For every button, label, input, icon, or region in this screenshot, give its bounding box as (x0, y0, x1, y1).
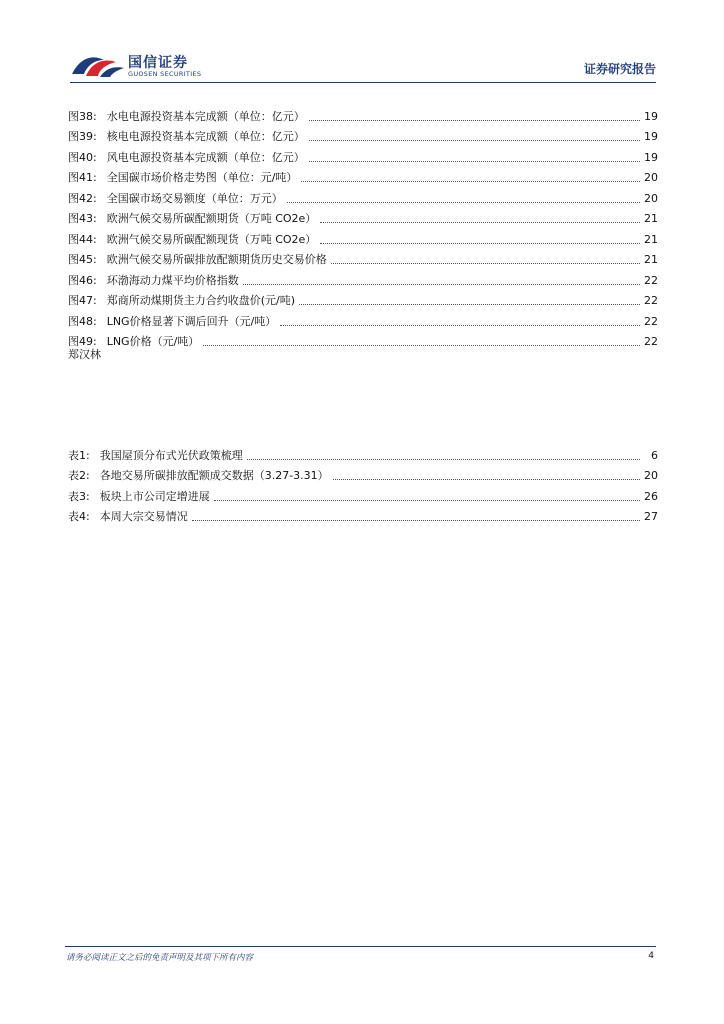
toc-table-entry-label: 表4: (68, 510, 90, 523)
toc-figure-entry-page: 19 (644, 150, 658, 164)
toc-figure-entry-leader (243, 284, 640, 285)
toc-figure-entry-page: 20 (644, 191, 658, 205)
toc-figure-entry-title: 全国碳市场交易额度（单位：万元） (106, 191, 283, 205)
logo-text-en: GUOSEN SECURITIES (128, 70, 202, 78)
toc-figure-entry-title: 欧洲气候交易所碳配额期货（万吨 CO2e） (106, 212, 317, 225)
toc-figure-entry-label: 图48: (68, 314, 97, 328)
toc-figure-entry-leader (331, 263, 640, 264)
figure-toc-list (68, 103, 658, 349)
toc-figure-entry-leader (309, 161, 640, 162)
toc-figure-entry[interactable] (68, 165, 658, 186)
toc-table-entry-leader (214, 500, 640, 501)
toc-figure-entry[interactable] (68, 144, 658, 165)
toc-figure-entry-leader (309, 140, 640, 141)
toc-figure-entry-leader (280, 325, 640, 326)
toc-figure-entry-title: 核电电源投资基本完成额（单位：亿元） (106, 130, 305, 143)
toc-figure-entry-label: 图49: (68, 335, 97, 348)
toc-table-entry-leader (333, 479, 640, 480)
toc-figure-entry-label: 图41: (68, 171, 97, 184)
page-header (0, 0, 724, 90)
toc-figure-entry[interactable] (68, 308, 658, 329)
toc-figure-entry[interactable] (68, 267, 658, 288)
toc-figure-entry-leader (320, 243, 640, 244)
toc-figure-entry-leader (203, 345, 640, 346)
logo-text-cn: 国信证券 (128, 55, 188, 71)
toc-figure-entry-leader (287, 202, 640, 203)
toc-figure-entry-title: LNG价格显著下调后回升（元/吨） (106, 314, 277, 328)
toc-table-entry-leader (247, 459, 640, 460)
toc-figure-entry-leader (309, 120, 640, 121)
report-type: 证券研究报告 (583, 62, 656, 76)
toc-table-entry-leader (192, 520, 640, 521)
footer-divider (65, 946, 656, 947)
toc-table-entry-label: 表3: (68, 489, 90, 503)
toc-figure-entry-page: 22 (644, 314, 658, 328)
toc-figure-entry-leader (320, 222, 640, 223)
toc-table-entry[interactable] (68, 483, 658, 504)
toc-figure-entry-page: 22 (644, 273, 658, 287)
toc-figure-entry-page: 21 (644, 253, 658, 266)
table-toc-list (68, 442, 658, 524)
toc-figure-entry-page: 22 (644, 294, 658, 307)
footer-disclaimer: 请务必阅读正文之后的免责声明及其项下所有内容 (66, 953, 254, 963)
toc-figure-entry-page: 19 (644, 109, 658, 123)
toc-figure-entry-title: 全国碳市场价格走势图（单位：元/吨） (106, 171, 298, 184)
toc-table-entry[interactable] (68, 504, 658, 525)
toc-figure-entry-title: 水电电源投资基本完成额（单位：亿元） (106, 109, 305, 123)
toc-figure-entry[interactable] (68, 185, 658, 206)
toc-figure-entry-title: 欧洲气候交易所碳配额现货（万吨 CO2e） (106, 232, 317, 246)
author-name: 郑汉林 (68, 348, 101, 361)
toc-figure-entry[interactable] (68, 288, 658, 309)
toc-table-entry-title: 各地交易所碳排放配额成交数据（3.27-3.31） (99, 469, 329, 482)
toc-figure-entry-page: 22 (644, 335, 658, 348)
toc-figure-entry-page: 19 (644, 130, 658, 143)
toc-figure-entry-label: 图47: (68, 294, 97, 307)
toc-figure-entry[interactable] (68, 206, 658, 227)
header-divider (70, 82, 656, 83)
toc-figure-entry-page: 20 (644, 171, 658, 184)
toc-figure-entry-label: 图39: (68, 130, 97, 143)
toc-figure-entry[interactable] (68, 103, 658, 124)
toc-figure-entry-label: 图42: (68, 191, 97, 205)
toc-figure-entry-leader (301, 181, 640, 182)
toc-table-entry-page: 27 (644, 510, 658, 523)
toc-figure-entry-leader (299, 304, 640, 305)
toc-figure-entry[interactable] (68, 329, 658, 350)
toc-table-entry-label: 表2: (68, 469, 90, 482)
toc-figure-entry-label: 图45: (68, 253, 97, 266)
toc-table-entry-page: 20 (644, 469, 658, 482)
toc-figure-entry-page: 21 (644, 212, 658, 225)
toc-figure-entry[interactable] (68, 247, 658, 268)
toc-figure-entry-title: 环渤海动力煤平均价格指数 (106, 273, 239, 287)
toc-table-entry[interactable] (68, 463, 658, 484)
toc-table-entry-title: 板块上市公司定增进展 (99, 489, 210, 503)
guosen-logo-icon (70, 50, 126, 82)
toc-figure-entry-title: 风电电源投资基本完成额（单位：亿元） (106, 150, 305, 164)
toc-figure-entry[interactable] (68, 226, 658, 247)
toc-figure-entry-label: 图40: (68, 150, 97, 164)
guosen-logo (70, 50, 210, 82)
toc-figure-entry-label: 图44: (68, 232, 97, 246)
toc-table-entry-label: 表1: (68, 448, 90, 462)
toc-table-entry-title: 我国屋顶分布式光伏政策梳理 (99, 448, 243, 462)
toc-figure-entry-title: LNG价格（元/吨） (106, 335, 200, 348)
toc-figure-entry-label: 图46: (68, 273, 97, 287)
toc-figure-entry-label: 图38: (68, 109, 97, 123)
toc-table-entry-page: 6 (651, 448, 658, 462)
toc-figure-entry-title: 郑商所动煤期货主力合约收盘价(元/吨) (106, 294, 295, 307)
page-number: 4 (648, 951, 654, 961)
toc-table-entry[interactable] (68, 442, 658, 463)
toc-figure-entry-title: 欧洲气候交易所碳排放配额期货历史交易价格 (106, 253, 327, 266)
toc-table-entry-title: 本周大宗交易情况 (99, 510, 188, 523)
toc-table-entry-page: 26 (644, 489, 658, 503)
toc-figure-entry-page: 21 (644, 232, 658, 246)
toc-figure-entry-label: 图43: (68, 212, 97, 225)
toc-figure-entry[interactable] (68, 124, 658, 145)
